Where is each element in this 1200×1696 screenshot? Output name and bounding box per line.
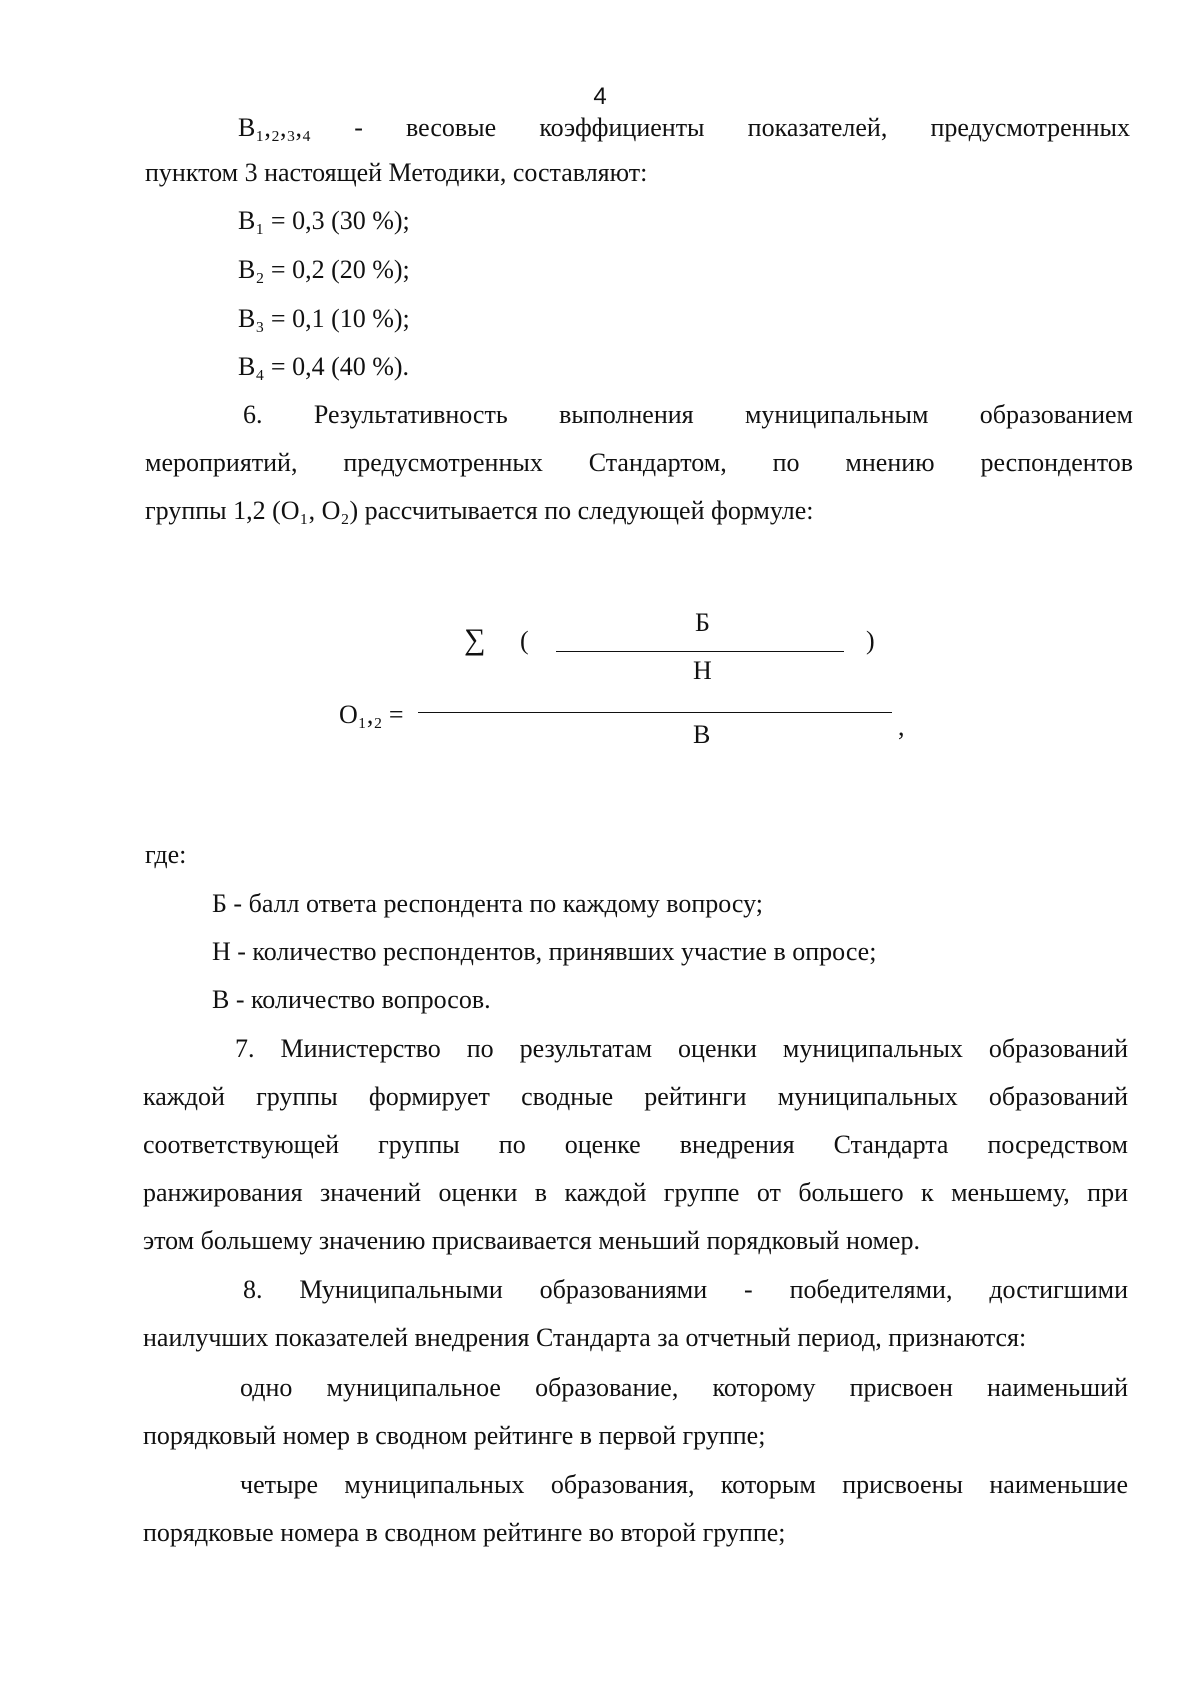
para7-line-2: каждой группы формирует сводные рейтинги муниципальных образований [143,1082,1128,1111]
para8-line-1: 8. Муниципальными образованиями - победителями, достигшими [243,1275,1128,1304]
open-paren: ( [520,626,529,655]
para6-line-1: 6. Результативность выполнения муниципальным образованием [243,400,1133,429]
para6-line-2: мероприятий, предусмотренных Стандартом, по мнению респондентов [145,448,1133,477]
para7-line-5: этом большему значению присваивается меньший порядковый номер. [143,1226,920,1255]
close-paren: ) [866,626,875,655]
where-label: где: [145,840,187,869]
page-number: 4 [593,83,607,110]
sigma-symbol: ∑ [464,623,486,656]
outer-fraction-line [418,712,892,713]
definition-v: В - количество вопросов. [212,985,491,1014]
weights-intro-line-1: B₁,₂,₃,₄ - весовые коэффициенты показателей, предусмотренных [238,113,1130,142]
weights-intro-line-2: пунктом 3 настоящей Методики, составляют: [145,158,648,187]
inner-numerator: Б [695,608,710,637]
para8-line-2: наилучших показателей внедрения Стандарта за отчетный период, признаются: [143,1323,1027,1352]
para8-item2-line-1: четыре муниципальных образования, которым присвоены наименьшие [240,1470,1128,1499]
para8-item2-line-2: порядковые номера в сводном рейтинге во второй группе; [143,1518,786,1547]
inner-denominator: Н [693,656,712,685]
weight-b3: B₃ = 0,1 (10 %); [238,304,410,333]
definition-n: Н - количество респондентов, принявших участие в опросе; [212,937,877,966]
definition-b: Б - балл ответа респондента по каждому вопросу; [212,889,763,918]
para8-item1-line-2: порядковый номер в сводном рейтинге в первой группе; [143,1421,766,1450]
weight-b2: B₂ = 0,2 (20 %); [238,255,410,284]
outer-denominator: В [693,720,711,749]
formula-comma: , [898,712,905,741]
weight-b4: B₄ = 0,4 (40 %). [238,352,410,381]
para7-line-1: 7. Министерство по результатам оценки муниципальных образований [235,1034,1128,1063]
weight-b1: B₁ = 0,3 (30 %); [238,206,410,235]
para8-item1-line-1: одно муниципальное образование, которому присвоен наименьший [240,1373,1128,1402]
para7-line-4: ранжирования значений оценки в каждой группе от большего к меньшему, при [143,1178,1128,1207]
formula-lhs: О₁,₂ = [339,700,404,729]
inner-fraction-line [556,651,844,652]
para7-line-3: соответствующей группы по оценке внедрения Стандарта посредством [143,1130,1128,1159]
para6-line-3: группы 1,2 (О₁, О₂) рассчитывается по следующей формуле: [145,496,814,525]
